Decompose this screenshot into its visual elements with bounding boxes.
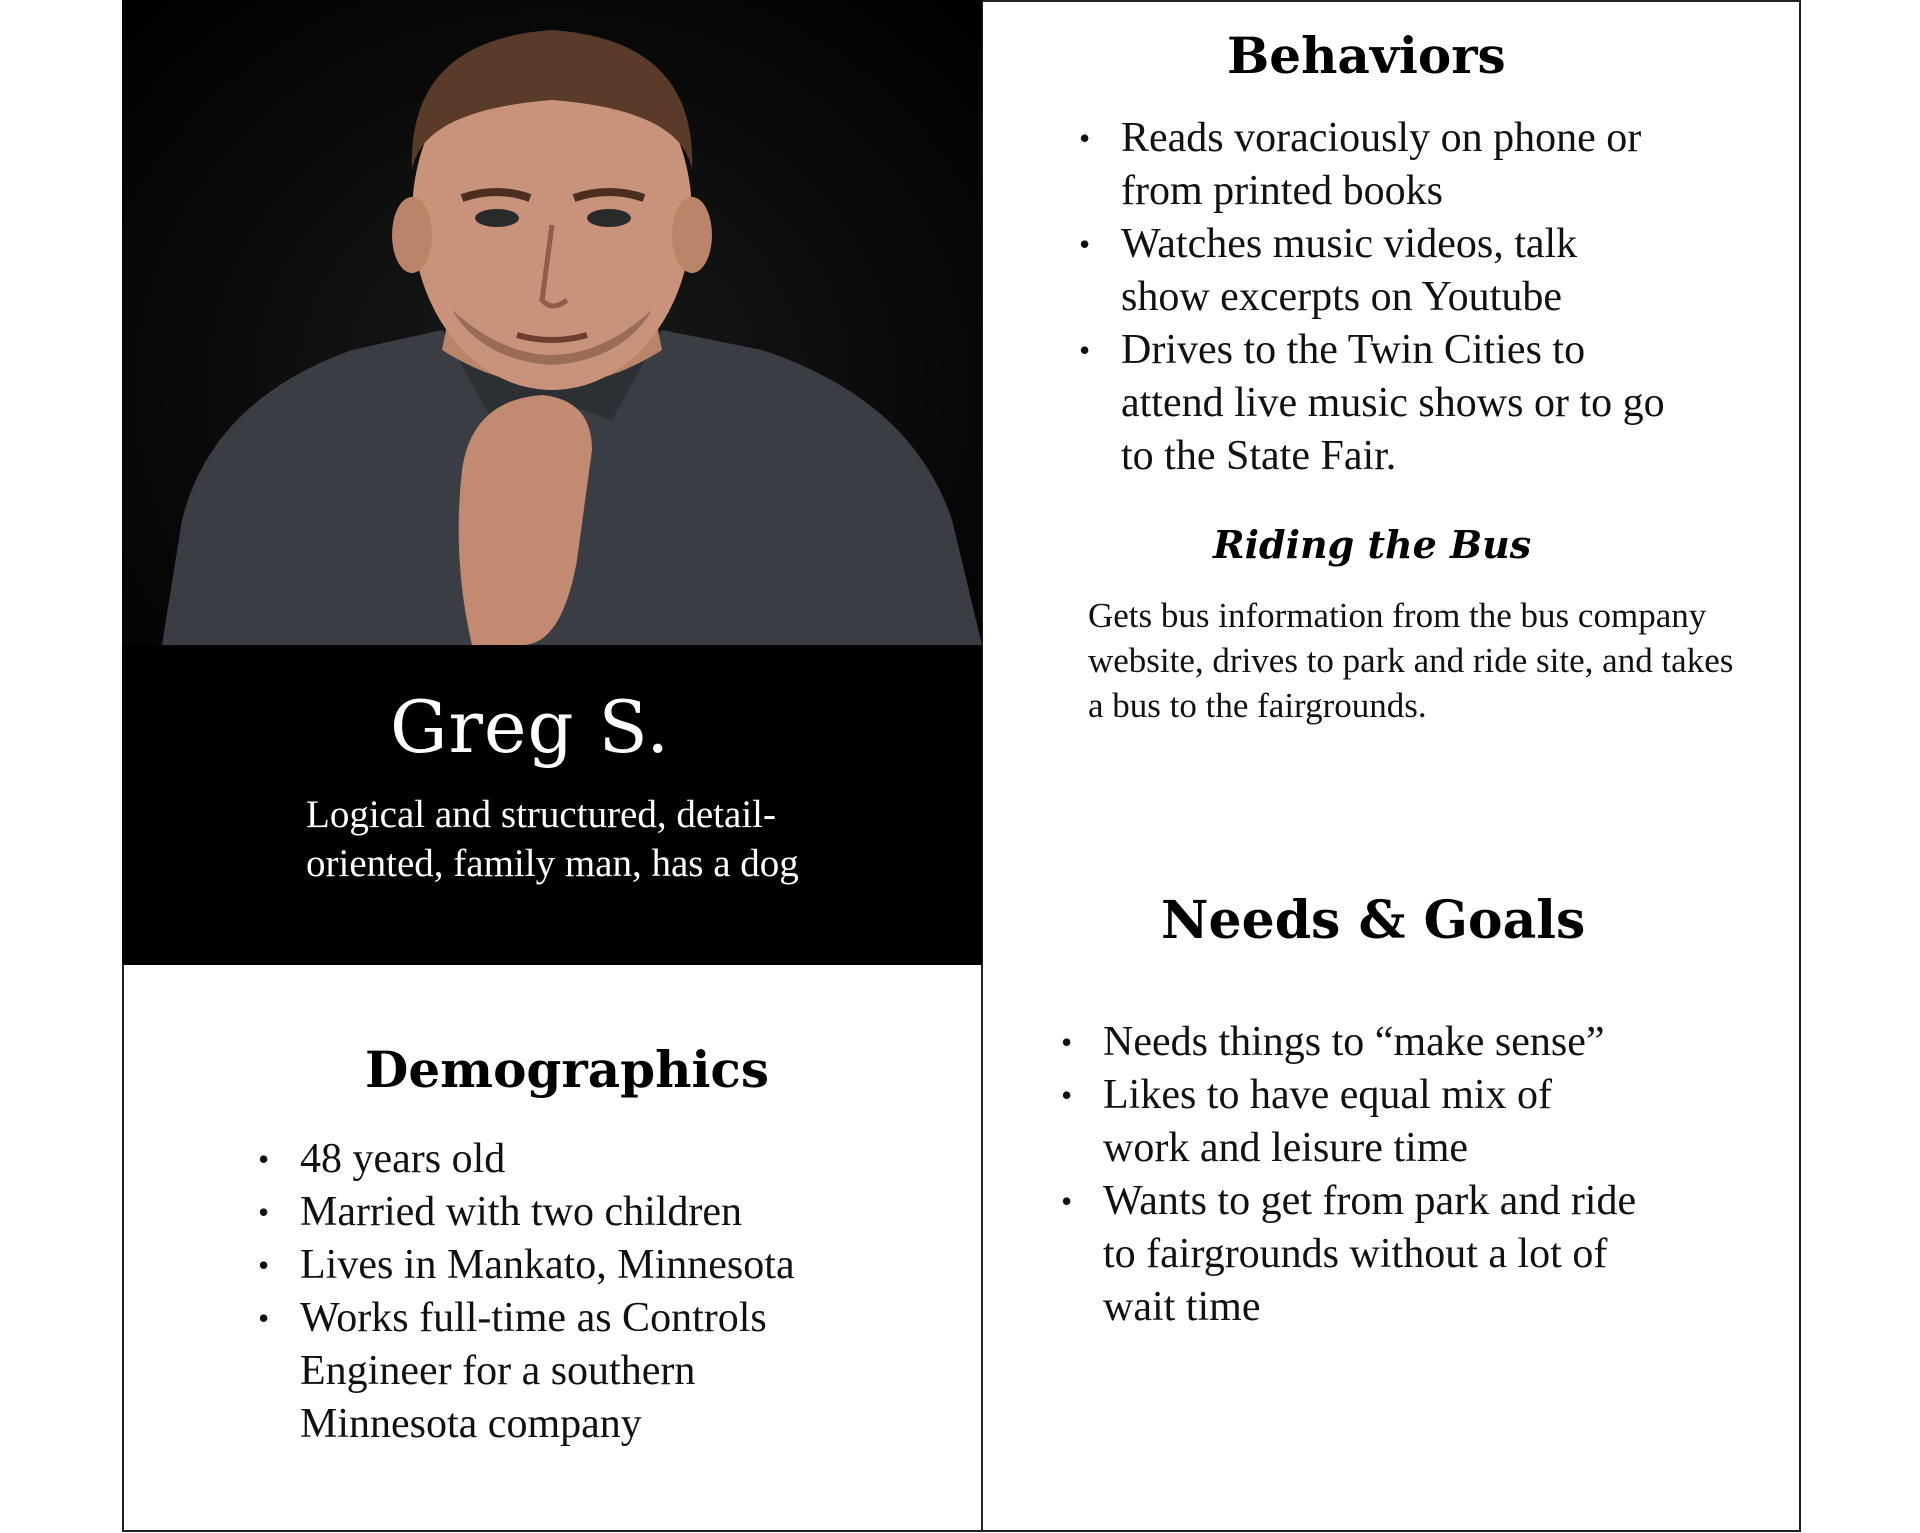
needs-goals-heading: Needs & Goals <box>1161 890 1586 951</box>
persona-name: Greg S. <box>390 685 671 769</box>
portrait-illustration <box>122 0 982 645</box>
frame-top-right <box>982 0 1801 2</box>
behaviors-list <box>1079 112 1719 483</box>
list-item: • Lives in Mankato, Minnesota <box>258 1239 918 1292</box>
list-item: • Likes to have equal mix of work and leisure time <box>1061 1069 1633 1175</box>
list-item: • Drives to the Twin Cities to attend live music shows or to go to the State Fair. <box>1079 324 1681 483</box>
demographics-heading: Demographics <box>365 1040 770 1099</box>
list-item: • Works full-time as Controls Engineer for a southern Minnesota company <box>258 1292 860 1451</box>
frame-right <box>1799 0 1801 1532</box>
needs-goals-list <box>1061 1016 1741 1334</box>
behaviors-heading: Behaviors <box>1227 26 1506 85</box>
list-item: • 48 years old <box>258 1133 918 1186</box>
persona-description: Logical and structured, detail-oriented, family man, has a dog <box>306 793 799 885</box>
list-item: • Watches music videos, talk show excerpts on Youtube <box>1079 218 1661 324</box>
riding-bus-heading: Riding the Bus <box>1213 522 1532 567</box>
frame-bottom <box>122 1530 1801 1532</box>
list-item: • Wants to get from park and ride to fairgrounds without a lot of wait time <box>1061 1175 1663 1334</box>
persona-photo <box>122 0 982 645</box>
list-item: • Needs things to “make sense” <box>1061 1016 1741 1069</box>
list-item: • Reads voraciously on phone or from printed books <box>1079 112 1691 218</box>
demographics-list <box>258 1133 918 1451</box>
riding-bus-text: Gets bus information from the bus company website, drives to park and ride site, and takes a bus to the fairgrounds. <box>1088 596 1734 725</box>
persona-name-band <box>122 645 982 965</box>
list-item: • Married with two children <box>258 1186 918 1239</box>
